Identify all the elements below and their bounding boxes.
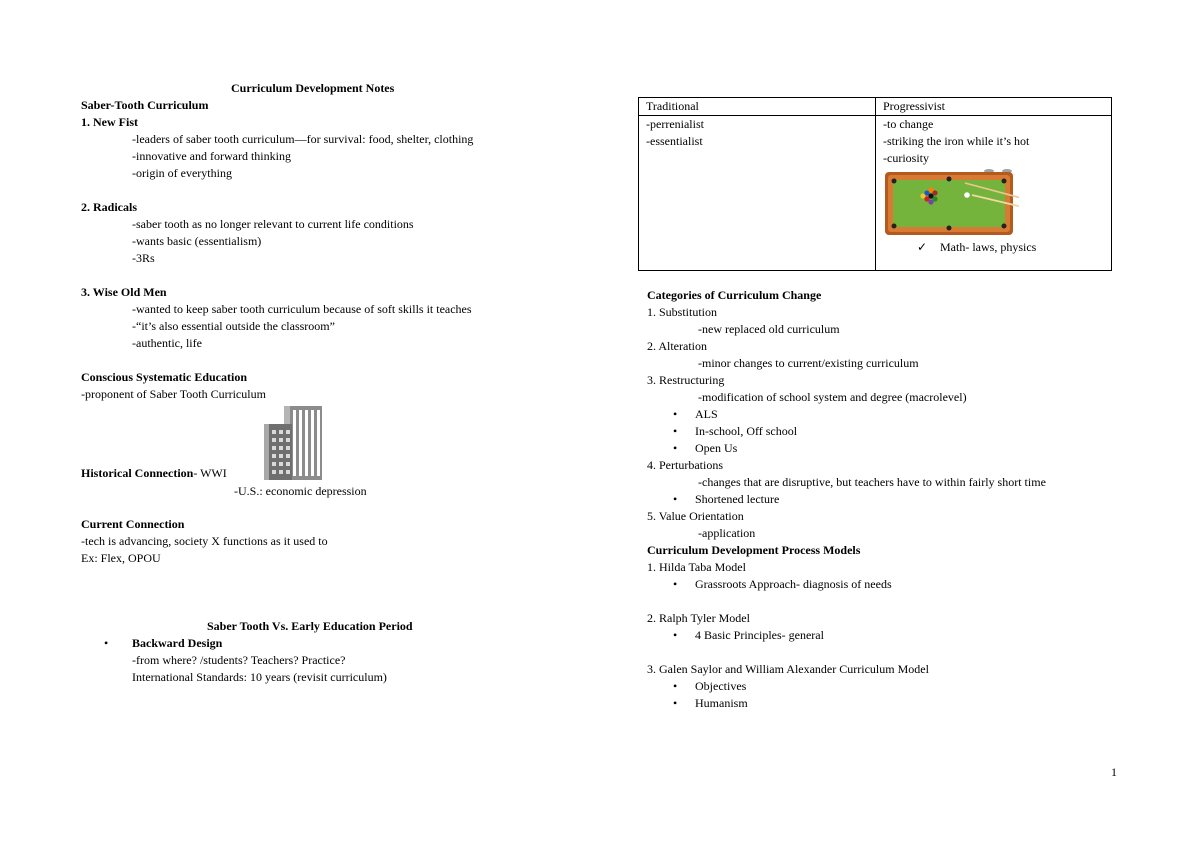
new-fist-heading: 1. New Fist: [81, 115, 138, 129]
historical-connection-label: Historical Connection: [81, 466, 194, 480]
table-row: [639, 116, 1112, 271]
bullet-icon: •: [673, 577, 678, 591]
list-item-label: 4 Basic Principles- general: [695, 628, 824, 642]
progressivist-item: -striking the iron while it’s hot: [883, 134, 1030, 148]
new-fist-item: -origin of everything: [132, 166, 232, 180]
header-progressivist: Progressivist: [876, 98, 1112, 116]
list-item: [673, 423, 1167, 440]
pool-table-icon: [885, 169, 1019, 235]
bullet-icon: •: [673, 696, 678, 710]
category-sub: -changes that are disruptive, but teachers have to within fairly short time: [698, 475, 1046, 489]
current-connection-heading: Current Connection: [81, 517, 185, 531]
backward-design-label: Backward Design: [132, 636, 223, 650]
header-traditional: Traditional: [639, 98, 876, 116]
wise-old-men-heading: 3. Wise Old Men: [81, 285, 167, 299]
current-connection-line: Ex: Flex, OPOU: [81, 551, 161, 565]
model-item: 2. Ralph Tyler Model: [647, 611, 750, 625]
progressivist-item: -to change: [883, 117, 934, 131]
list-item-label: Grassroots Approach- diagnosis of needs: [695, 577, 892, 591]
wise-old-men-item: -wanted to keep saber tooth curriculum because of soft skills it teaches: [132, 302, 472, 316]
traditional-progressivist-table: [638, 97, 1112, 271]
list-item: [673, 576, 1167, 593]
list-item: [673, 678, 1167, 695]
conscious-text: -proponent of Saber Tooth Curriculum: [81, 387, 266, 401]
list-item: [673, 695, 1167, 712]
list-item-label: Shortened lecture: [695, 492, 780, 506]
current-connection-line: -tech is advancing, society X functions as it used to: [81, 534, 328, 548]
traditional-item: -essentialist: [646, 134, 703, 148]
list-item-label: ALS: [695, 407, 718, 421]
saber-tooth-heading: Saber-Tooth Curriculum: [81, 98, 209, 112]
check-icon: ✓: [917, 240, 928, 254]
list-item-label: In-school, Off school: [695, 424, 798, 438]
bullet-icon: •: [673, 441, 678, 455]
category-item: 2. Alteration: [647, 339, 707, 353]
traditional-item: -perrenialist: [646, 117, 704, 131]
radicals-item: -3Rs: [132, 251, 155, 265]
wise-old-men-item: -“it’s also essential outside the classroom”: [132, 319, 335, 333]
current-connection-block: [81, 516, 328, 567]
categories-heading: Categories of Curriculum Change: [647, 288, 822, 302]
progressivist-cell: [876, 116, 1112, 271]
list-item: [104, 635, 387, 652]
radicals-heading: 2. Radicals: [81, 200, 138, 214]
category-sub: -modification of school system and degree (macrolevel): [698, 390, 967, 404]
building-icon: [262, 404, 324, 480]
list-item: [673, 440, 1167, 457]
bullet-icon: •: [673, 407, 678, 421]
model-item: 3. Galen Saylor and William Alexander Curriculum Model: [647, 662, 929, 676]
radicals-item: -saber tooth as no longer relevant to current life conditions: [132, 217, 414, 231]
list-item-label: Humanism: [695, 696, 748, 710]
process-models-heading: Curriculum Development Process Models: [647, 543, 861, 557]
historical-connection: [81, 465, 227, 482]
wise-old-men-item: -authentic, life: [132, 336, 202, 350]
list-item-label: Open Us: [695, 441, 738, 455]
left-column: [81, 97, 581, 403]
category-item: 1. Substitution: [647, 305, 718, 319]
right-column: [647, 287, 1167, 712]
document-title: Curriculum Development Notes: [231, 81, 395, 95]
list-item-label: Objectives: [695, 679, 747, 693]
radicals-item: -wants basic (essentialism): [132, 234, 262, 248]
saber-vs-line: International Standards: 10 years (revisit curriculum): [132, 670, 387, 684]
new-fist-item: -leaders of saber tooth curriculum—for survival: food, shelter, clothing: [132, 132, 474, 146]
category-sub: -new replaced old curriculum: [698, 322, 840, 336]
list-item: [673, 406, 1167, 423]
table-header-row: [639, 98, 1112, 116]
bullet-icon: •: [673, 424, 678, 438]
bullet-icon: •: [673, 492, 678, 506]
list-item: [673, 491, 1167, 508]
list-item: [883, 239, 1104, 256]
historical-connection-sub: -U.S.: economic depression: [234, 484, 367, 498]
saber-vs-heading: Saber Tooth Vs. Early Education Period: [207, 619, 413, 633]
progressivist-item: -curiosity: [883, 151, 929, 165]
bullet-icon: •: [104, 636, 109, 650]
page-number: 1: [1111, 765, 1117, 779]
traditional-cell: [639, 116, 876, 271]
new-fist-item: -innovative and forward thinking: [132, 149, 291, 163]
list-item: [673, 627, 1167, 644]
category-sub: -application: [698, 526, 756, 540]
check-item-label: Math- laws, physics: [940, 240, 1037, 254]
saber-vs-line: -from where? /students? Teachers? Practice?: [132, 653, 346, 667]
saber-vs-block: [104, 635, 387, 686]
category-item: 5. Value Orientation: [647, 509, 744, 523]
historical-connection-suffix: - WWI: [193, 466, 227, 480]
bullet-icon: •: [673, 628, 678, 642]
category-sub: -minor changes to current/existing curriculum: [698, 356, 919, 370]
bullet-icon: •: [673, 679, 678, 693]
category-item: 4. Perturbations: [647, 458, 723, 472]
category-item: 3. Restructuring: [647, 373, 725, 387]
model-item: 1. Hilda Taba Model: [647, 560, 746, 574]
conscious-heading: Conscious Systematic Education: [81, 370, 248, 384]
